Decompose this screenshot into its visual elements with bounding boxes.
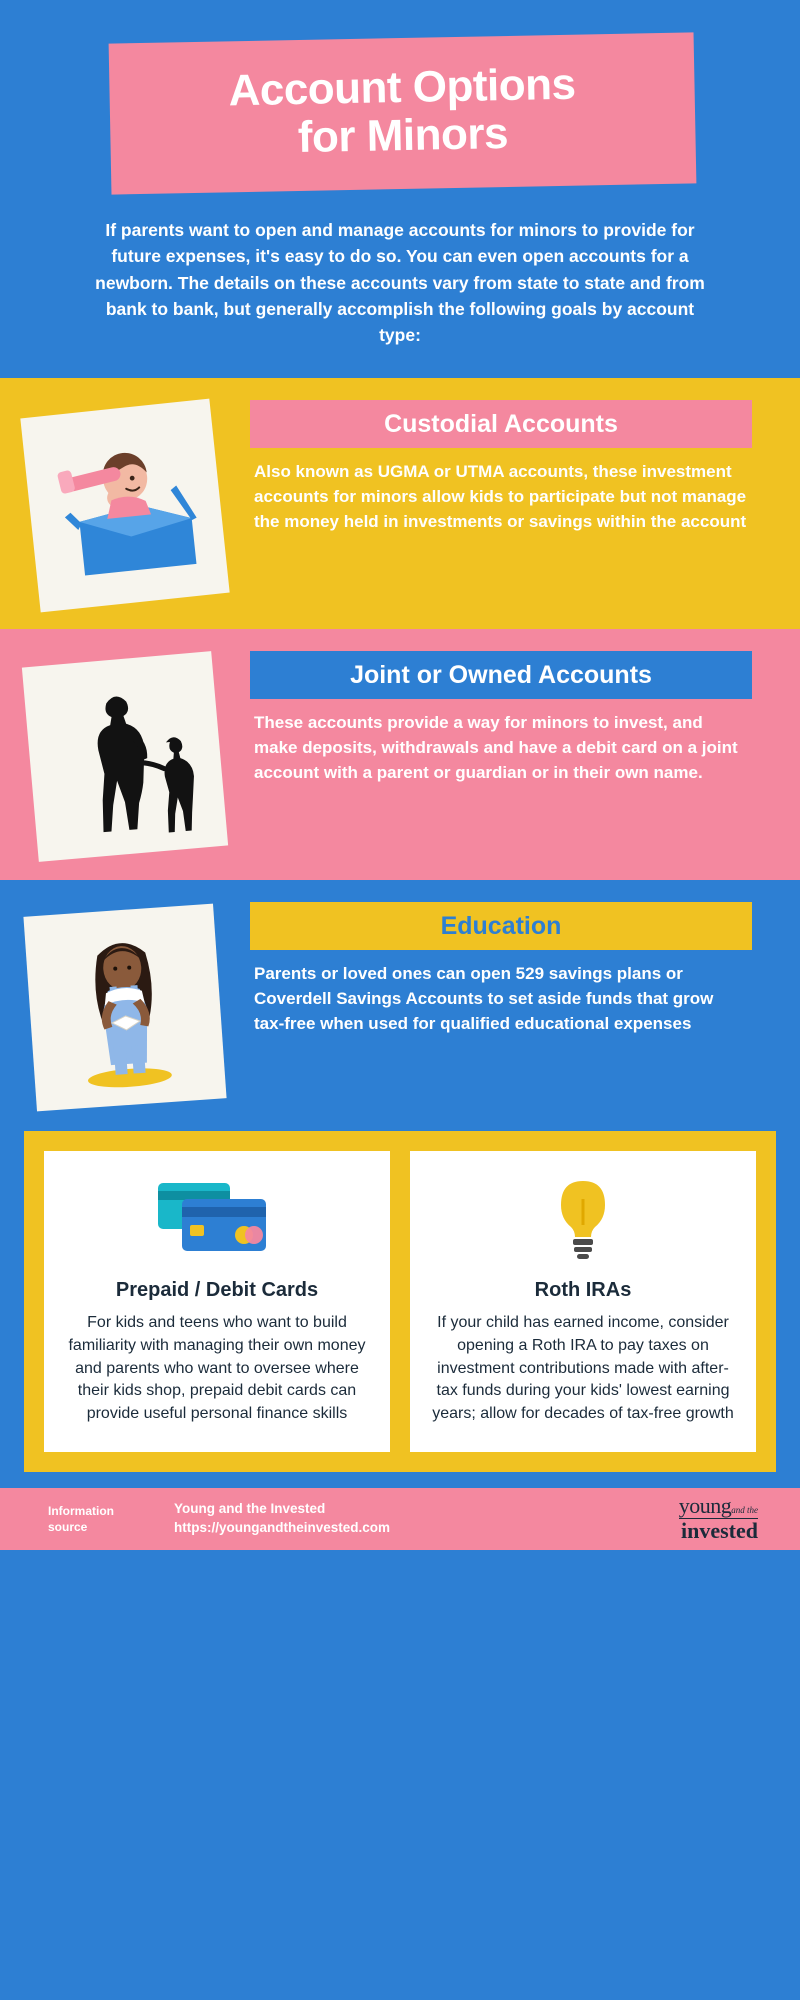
- section-custodial-body: Also known as UGMA or UTMA accounts, these investment accounts for minors allow kids to participate but not manage the money held in investments or savings within the account: [254, 462, 747, 531]
- bottom-cards-wrap: [0, 1131, 800, 1472]
- brand-logo-line-3: invested: [679, 1518, 758, 1542]
- card-prepaid-body: For kids and teens who want to build familiarity with managing their own money and parents who want to oversee where their kids shop, prepaid debit cards can provide useful personal finance skills: [68, 1314, 366, 1423]
- section-joint-text: [250, 651, 800, 785]
- footer-source-label-line-2: source: [48, 1519, 88, 1534]
- page-title-line-1: Account Options: [228, 59, 576, 116]
- brand-logo-line-1: young: [678, 1492, 732, 1518]
- section-custodial-text: [250, 400, 800, 534]
- intro-paragraph: If parents want to open and manage accounts for minors to provide for future expenses, it's easy to do so. You can even open accounts for a newborn. The details on these accounts vary from state to state and from bank to bank, but generally accomplish the following goals by account type:: [95, 220, 705, 346]
- section-education-body: Parents or loved ones can open 529 savings plans or Coverdell Savings Accounts to set aside funds that grow tax-free when used for qualified educational expenses: [254, 964, 714, 1033]
- credit-cards-icon: [152, 1173, 282, 1265]
- section-custodial-art: [0, 400, 250, 603]
- section-education-text: [250, 902, 800, 1036]
- page-title-line-2: for Minors: [297, 108, 509, 162]
- footer-source-value: [174, 1500, 679, 1538]
- card-prepaid-debit: [44, 1151, 390, 1452]
- footer: [0, 1488, 800, 1550]
- brand-logo: [678, 1492, 776, 1543]
- card-roth-ira: [410, 1151, 756, 1452]
- section-custodial-label: Custodial Accounts: [384, 410, 618, 439]
- footer-url[interactable]: https://youngandtheinvested.com: [174, 1519, 391, 1535]
- bottom-cards-frame: [24, 1131, 776, 1472]
- title-box: [109, 32, 697, 194]
- section-joint-label: Joint or Owned Accounts: [350, 661, 652, 690]
- brand-logo-line-2: and the: [731, 1504, 758, 1515]
- card-prepaid-title: Prepaid / Debit Cards: [115, 1279, 319, 1302]
- girl-reading-book-illustration: [23, 904, 226, 1112]
- card-roth-title: Roth IRAs: [534, 1279, 632, 1302]
- header-band: [0, 0, 800, 378]
- parent-and-child-walking-silhouette: [22, 651, 228, 862]
- section-joint: [0, 629, 800, 880]
- section-education-label: Education: [440, 912, 562, 941]
- section-education-label-box: [250, 902, 752, 950]
- footer-brand: Young and the Invested: [174, 1500, 326, 1516]
- child-with-telescope-in-box-illustration: [20, 399, 229, 613]
- section-education-art: [0, 902, 250, 1105]
- section-joint-art: [0, 651, 250, 854]
- lightbulb-icon: [537, 1173, 629, 1265]
- page-title: [139, 59, 666, 164]
- card-roth-body: If your child has earned income, consider opening a Roth IRA to pay taxes on investment contributions made with after-tax funds during your kids' lowest earning years; allow for decades of tax-free growth: [432, 1314, 734, 1423]
- section-joint-label-box: [250, 651, 752, 699]
- footer-source-label: [24, 1503, 174, 1535]
- section-custodial: [0, 378, 800, 629]
- section-custodial-label-box: [250, 400, 752, 448]
- section-education: [0, 880, 800, 1131]
- section-joint-body: These accounts provide a way for minors to invest, and make deposits, withdrawals and have a debit card on a joint account with a parent or guardian or in their own name.: [254, 713, 738, 782]
- footer-source-label-line-1: Information: [48, 1503, 114, 1518]
